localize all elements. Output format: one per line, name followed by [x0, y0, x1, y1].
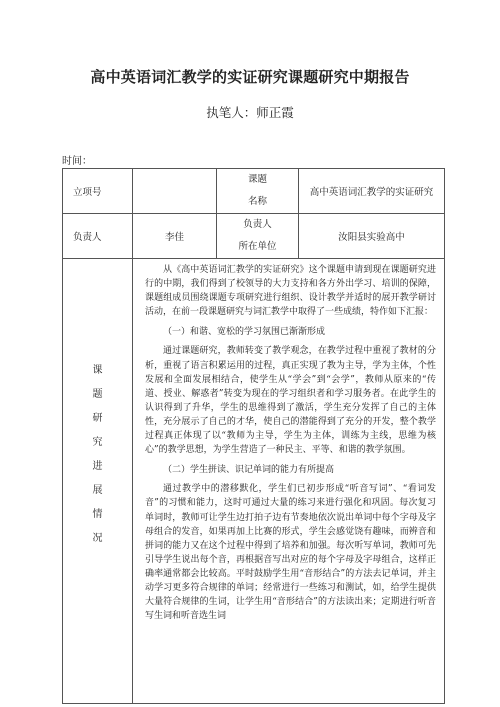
leader-label: 负责人	[63, 214, 133, 259]
progress-label	[63, 355, 132, 551]
progress-label-char: 进	[92, 461, 103, 472]
unit-value: 汝阳县实验高中	[299, 214, 445, 259]
progress-content	[133, 259, 444, 703]
progress-label-char: 况	[92, 533, 103, 544]
section-heading: （二）学生拼读、识记单词的能力有所提高	[163, 465, 335, 476]
section-paragraph: 通过课题研究，教师转变了教学观念，在教学过程中重视了教材的分析，重视了语言积累运用的过程，真正实现了教为主导，学为主体，个性发展和全面发展相结合，使学生从“学会”到“会学”，教师从原来的“传道、授业、解惑者”转变为现在的学习组织者和学习服务者。在此学生的认识得到了升华，学生的思维得到了激活，学生充分发挥了自己的主体性，充分展示了自己的才华，使自己的潜能得到了充分的开发，整个教学过程真正体现了以“教师为主导，学生为主体，训练为主线，思维为核心”的教学思想，为学生营造了一种民主、平等、和谐的教学氛围。	[145, 346, 436, 456]
unit-label-line: 所在单位	[238, 241, 277, 252]
progress-label-char: 研	[92, 413, 103, 424]
time-label: 时间：	[62, 156, 92, 167]
project-number-label: 立项号	[63, 169, 133, 214]
section-paragraph: 通过教学中的潜移默化，学生们已初步形成“听音写词”、“看词发音”的习惯和能力，这时可通过大量的练习来进行强化和巩固。每次复习单词时，教师可让学生边打拍子边有节奏地依次说出单词中每个字母及字母组合的发音，如果再加上比赛的形式，学生会感觉饶有趣味，而辨音和拼词的能力又在这个过程中得到了培养和加强。每次听写单词，教师可先引导学生说出每个音，再根据音写出对应的每个字母及字母组合，这样正确率通常都会比较高。平时鼓励学生用“音形结合”的方法去记单词，并主动学习更多符合规律的单词；经常进行一些练习和测试，如，给学生提供大量符合规律的生词，让学生用“音形结合”的方法读出来；定期进行听音写生词和听音选生词	[145, 484, 436, 622]
progress-content-cell	[133, 259, 445, 704]
topic-name-label	[217, 169, 299, 214]
project-number-value	[133, 169, 217, 214]
progress-label-char: 究	[92, 437, 103, 448]
progress-label-char: 情	[92, 509, 103, 520]
table-row	[63, 169, 445, 214]
author-line: 执笔人：师正霞	[206, 105, 294, 120]
unit-label-line: 负责人	[243, 219, 272, 230]
leader-value: 李佳	[133, 214, 217, 259]
intro-paragraph: 从《高中英语词汇教学的实证研究》这个课题申请到现在课题研究进行的中期，我们得到了校领导的大力支持和各方外出学习、培训的保障，课题组成员围绕课题专项研究进行组织、设计教学并适时的展开教学研讨活动，在前一段课题研究与词汇教学中取得了一些成绩，特作如下汇报：	[145, 265, 436, 318]
topic-name-value: 高中英语词汇教学的实证研究	[299, 169, 445, 214]
section-heading: （一）和谐、宽松的学习氛围已渐渐形成	[163, 327, 326, 338]
progress-label-char: 课	[92, 365, 103, 376]
table-row	[63, 259, 445, 704]
progress-label-char: 展	[92, 485, 103, 496]
report-title: 高中英语词汇教学的实证研究课题研究中期报告	[90, 68, 410, 86]
table-row	[63, 214, 445, 259]
unit-label	[217, 214, 299, 259]
topic-label-line: 课题	[247, 174, 267, 185]
progress-label-char: 题	[92, 389, 103, 400]
progress-label-cell	[63, 259, 133, 704]
info-table	[62, 168, 445, 704]
topic-label-line: 名称	[247, 196, 267, 207]
